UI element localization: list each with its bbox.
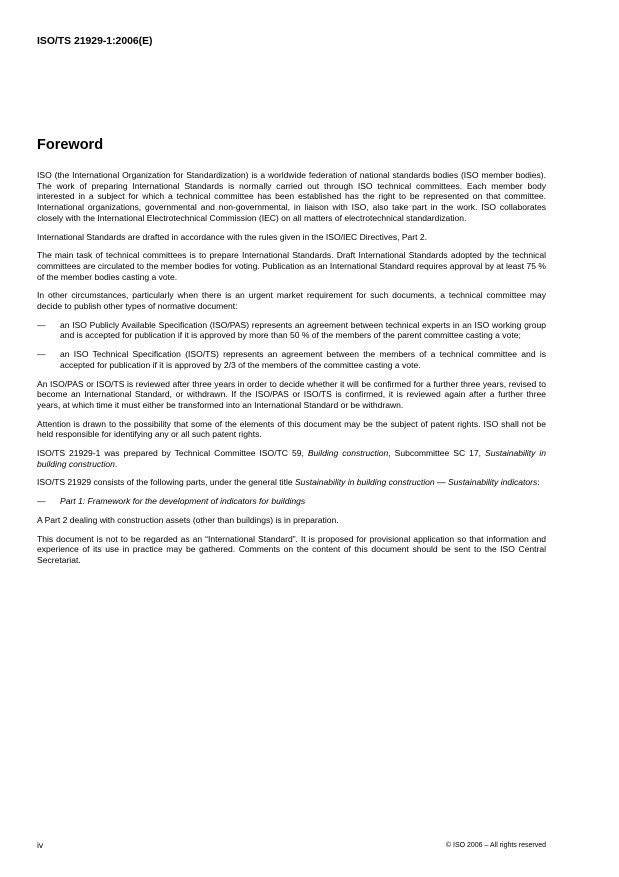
paragraph-prepared-by bbox=[37, 448, 546, 469]
list-item-pas bbox=[37, 320, 546, 341]
page-number: iv bbox=[37, 840, 44, 850]
list-item-part1 bbox=[37, 496, 546, 507]
paragraph-directives: International Standards are drafted in accordance with the rules given in the ISO/IEC Directives, Part 2. bbox=[37, 231, 428, 242]
text-segment: : bbox=[537, 477, 540, 488]
foreword-heading: Foreword bbox=[37, 137, 104, 153]
text-segment: ISO/TS 21929 consists of the following parts, under the general title bbox=[37, 477, 295, 488]
paragraph-main-task: The main task of technical committees is to prepare International Standards. Draft International Standards adopted by the technical committees are circulated to the member bodies for voting. Publication as an International Standard requires approval by at least 75 % of the member bodies casting a vote. bbox=[37, 250, 546, 282]
list-item-text: an ISO Technical Specification (ISO/TS) represents an agreement between the members of a technical committee and is accepted for publication if it is approved by 2/3 of the members of the committee casting a vote. bbox=[60, 349, 546, 370]
list-dash: — bbox=[37, 319, 46, 330]
copyright-notice: © ISO 2006 – All rights reserved bbox=[445, 842, 546, 849]
paragraph-parts bbox=[37, 477, 546, 488]
part1-title: Part 1: Framework for the development of indicators for buildings bbox=[60, 496, 306, 507]
text-segment: ISO/TS 21929-1 was prepared by Technical Committee ISO/TC 59, bbox=[37, 448, 308, 459]
list-dash: — bbox=[37, 496, 46, 507]
general-title: Sustainability in building construction — Sustainability indicators bbox=[294, 477, 538, 488]
paragraph-provisional: This document is not to be regarded as an “International Standard”. It is proposed for provisional application so that information and experience of its use in practice may be gathered. Comments on the content of this document should be sent to the ISO Central Secretariat. bbox=[37, 533, 546, 565]
paragraph-part2: A Part 2 dealing with construction assets (other than buildings) is in preparation. bbox=[37, 514, 339, 525]
list-item-ts bbox=[37, 349, 546, 370]
paragraph-iso-intro: ISO (the International Organization for Standardization) is a worldwide federation of national standards bodies (ISO member bodies). The work of preparing International Standards is normally carried out through ISO technical committees. Each member body interested in a subject for which a technical committee has been established has the right to be represented on that committee. International organizations, governmental and non-governmental, in liaison with ISO, also take part in the work. ISO collaborates closely with the International Electrotechnical Commission (IEC) on all matters of electrotechnical standardization. bbox=[37, 170, 546, 223]
list-dash: — bbox=[37, 349, 46, 360]
committee-name: Building construction bbox=[307, 448, 389, 459]
subcommittee-name: Sustainability in building construction bbox=[37, 448, 546, 469]
list-item-text: an ISO Publicly Available Specification (ISO/PAS) represents an agreement between technical experts in an ISO working group and is accepted for publication if it is approved by more than 50 % of the members of the parent committee casting a vote; bbox=[60, 319, 546, 341]
paragraph-review: An ISO/PAS or ISO/TS is reviewed after three years in order to decide whether it will be confirmed for a further three years, revised to become an International Standard, or withdrawn. If the ISO/PAS or ISO/TS is confirmed, it is reviewed again after a further three years, at which time it must either be transformed into an International Standard or be withdrawn. bbox=[37, 378, 546, 410]
text-segment: , Subcommittee SC 17, bbox=[388, 448, 485, 459]
document-id-header: ISO/TS 21929-1:2006(E) bbox=[37, 36, 153, 47]
paragraph-patent: Attention is drawn to the possibility that some of the elements of this document may be the subject of patent rights. ISO shall not be held responsible for identifying any or all such patent rights. bbox=[37, 418, 546, 440]
paragraph-other-circumstances: In other circumstances, particularly when there is an urgent market requirement for such documents, a technical committee may decide to publish other types of normative document: bbox=[37, 290, 546, 312]
text-segment: . bbox=[114, 458, 118, 469]
foreword-body bbox=[37, 170, 546, 574]
